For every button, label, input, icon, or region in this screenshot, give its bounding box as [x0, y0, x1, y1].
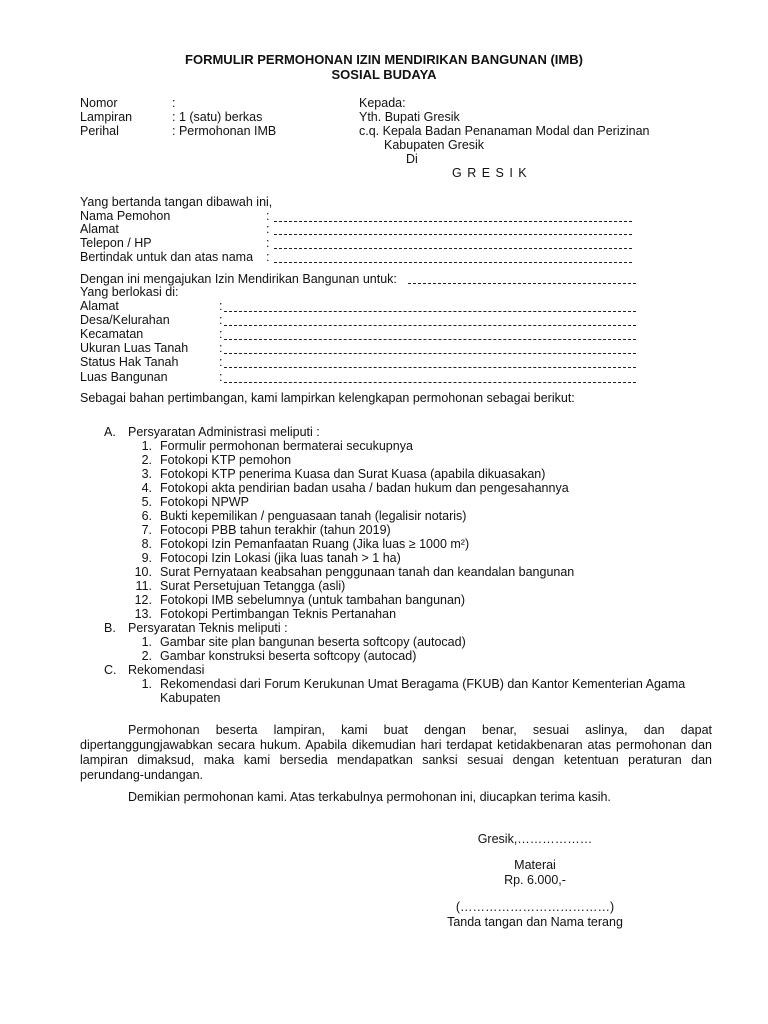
- nomor-value: :: [172, 96, 176, 110]
- stamp-amount: Rp. 6.000,-: [504, 873, 566, 887]
- applicant-phone-line[interactable]: [274, 239, 632, 249]
- list-item-continuation: Kabupaten: [160, 691, 221, 705]
- applicant-intro: Yang bertanda tangan dibawah ini,: [80, 195, 273, 209]
- list-item: 13. Fotokopi Pertimbangan Teknis Pertanahan: [134, 607, 397, 621]
- field-label: Ukuran Luas Tanah: [80, 341, 189, 355]
- list-item: 1. Rekomendasi dari Forum Kerukunan Umat Beragama (FKUB) dan Kantor Kementerian Agama: [141, 677, 686, 691]
- building-purpose-line[interactable]: [408, 274, 636, 284]
- list-item: 8. Fotokopi Izin Pemanfaatan Ruang (Jika luas ≥ 1000 m²): [141, 537, 470, 551]
- location-address-line[interactable]: [224, 302, 636, 312]
- field-colon: :: [219, 313, 223, 327]
- applicant-behalf-line[interactable]: [274, 253, 632, 263]
- field-colon: :: [219, 370, 223, 384]
- village-line[interactable]: [224, 316, 636, 326]
- list-item: 6. Bukti kepemilikan / penguasaan tanah (legalisir notaris): [141, 509, 467, 523]
- list-item: 11. Surat Persetujuan Tetangga (asli): [135, 579, 346, 593]
- field-label: Status Hak Tanah: [80, 355, 179, 369]
- recipient: Yth. Bupati Gresik: [359, 110, 460, 124]
- consideration-text: Sebagai bahan pertimbangan, kami lampirkan kelengkapan permohonan sebagai berikut:: [80, 391, 575, 405]
- list-item: 5. Fotokopi NPWP: [141, 495, 249, 509]
- field-colon: :: [266, 236, 270, 250]
- field-label: Alamat: [80, 222, 119, 236]
- applicant-address-line[interactable]: [274, 225, 632, 235]
- section-b-title: Persyaratan Teknis meliputi :: [128, 621, 288, 635]
- kepada-label: Kepada:: [359, 96, 406, 110]
- field-colon: :: [219, 341, 223, 355]
- district-line[interactable]: [224, 330, 636, 340]
- field-label: Luas Bangunan: [80, 370, 168, 384]
- section-c-marker: C.: [104, 663, 117, 677]
- field-colon: :: [219, 327, 223, 341]
- list-item: 2. Fotokopi KTP pemohon: [141, 453, 292, 467]
- list-item: 12. Fotokopi IMB sebelumnya (untuk tambahan bangunan): [134, 593, 466, 607]
- field-colon: :: [266, 222, 270, 236]
- lampiran-label: Lampiran: [80, 110, 133, 124]
- location-label: Yang berlokasi di:: [80, 285, 179, 299]
- field-colon: :: [219, 299, 223, 313]
- nomor-label: Nomor: [80, 96, 118, 110]
- list-item: 4. Fotokopi akta pendirian badan usaha / badan hukum dan pengesahannya: [141, 481, 569, 495]
- list-item: 1. Formulir permohonan bermaterai secukupnya: [141, 439, 413, 453]
- section-a-marker: A.: [104, 425, 116, 439]
- field-colon: :: [219, 355, 223, 369]
- land-status-line[interactable]: [224, 358, 636, 368]
- field-label: Bertindak untuk dan atas nama: [80, 250, 254, 264]
- signature-place-date: Gresik,………………: [477, 832, 593, 846]
- signature-blank[interactable]: (………………………………): [455, 900, 615, 914]
- section-b-marker: B.: [104, 621, 116, 635]
- form-title: FORMULIR PERMOHONAN IZIN MENDIRIKAN BANGUNAN (IMB): [185, 52, 583, 67]
- closing-paragraph: Permohonan beserta lampiran, kami buat dengan benar, sesuai aslinya, dan dapat dipertanggungjawabkan secara hukum. Apabila dikemudian hari terdapat ketidakbenaran atas permohonan dan lampiran dimaksud, maka kami bersedia mendapatkan sanksi sesuai dengan ketentuan peraturan dan perundang-undangan.: [80, 723, 712, 782]
- list-item: 7. Fotocopi PBB tahun terakhir (tahun 2019): [141, 523, 391, 537]
- city-label: G R E S I K: [452, 166, 528, 180]
- field-colon: :: [266, 250, 270, 264]
- section-c-title: Rekomendasi: [128, 663, 205, 677]
- thanks-text: Demikian permohonan kami. Atas terkabulnya permohonan ini, diucapkan terima kasih.: [128, 790, 611, 804]
- field-label: Kecamatan: [80, 327, 144, 341]
- list-item: 9. Fotocopi Izin Lokasi (jika luas tanah > 1 ha): [141, 551, 401, 565]
- list-item: 1. Gambar site plan bangunan beserta softcopy (autocad): [141, 635, 466, 649]
- recipient-region: Kabupaten Gresik: [384, 138, 485, 152]
- form-subtitle: SOSIAL BUDAYA: [331, 67, 437, 82]
- signature-caption: Tanda tangan dan Nama terang: [447, 915, 623, 929]
- field-colon: :: [266, 209, 270, 223]
- recipient-cq: c.q. Kepala Badan Penanaman Modal dan Perizinan: [359, 124, 650, 138]
- di-label: Di: [406, 152, 418, 166]
- stamp-label: Materai: [514, 858, 556, 872]
- field-label: Alamat: [80, 299, 119, 313]
- field-label: Nama Pemohon: [80, 209, 171, 223]
- lampiran-value: : 1 (satu) berkas: [172, 110, 263, 124]
- perihal-value: : Permohonan IMB: [172, 124, 277, 138]
- section-a-title: Persyaratan Administrasi meliputi :: [128, 425, 320, 439]
- land-size-line[interactable]: [224, 344, 636, 354]
- applicant-name-line[interactable]: [274, 212, 632, 222]
- list-item: 2. Gambar konstruksi beserta softcopy (autocad): [141, 649, 417, 663]
- field-label: Desa/Kelurahan: [80, 313, 170, 327]
- perihal-label: Perihal: [80, 124, 119, 138]
- field-label: Telepon / HP: [80, 236, 152, 250]
- list-item: 10. Surat Pernyataan keabsahan penggunaan tanah dan keandalan bangunan: [134, 565, 575, 579]
- location-intro: Dengan ini mengajukan Izin Mendirikan Bangunan untuk:: [80, 272, 397, 286]
- building-area-line[interactable]: [224, 373, 636, 383]
- list-item: 3. Fotokopi KTP penerima Kuasa dan Surat Kuasa (apabila dikuasakan): [141, 467, 546, 481]
